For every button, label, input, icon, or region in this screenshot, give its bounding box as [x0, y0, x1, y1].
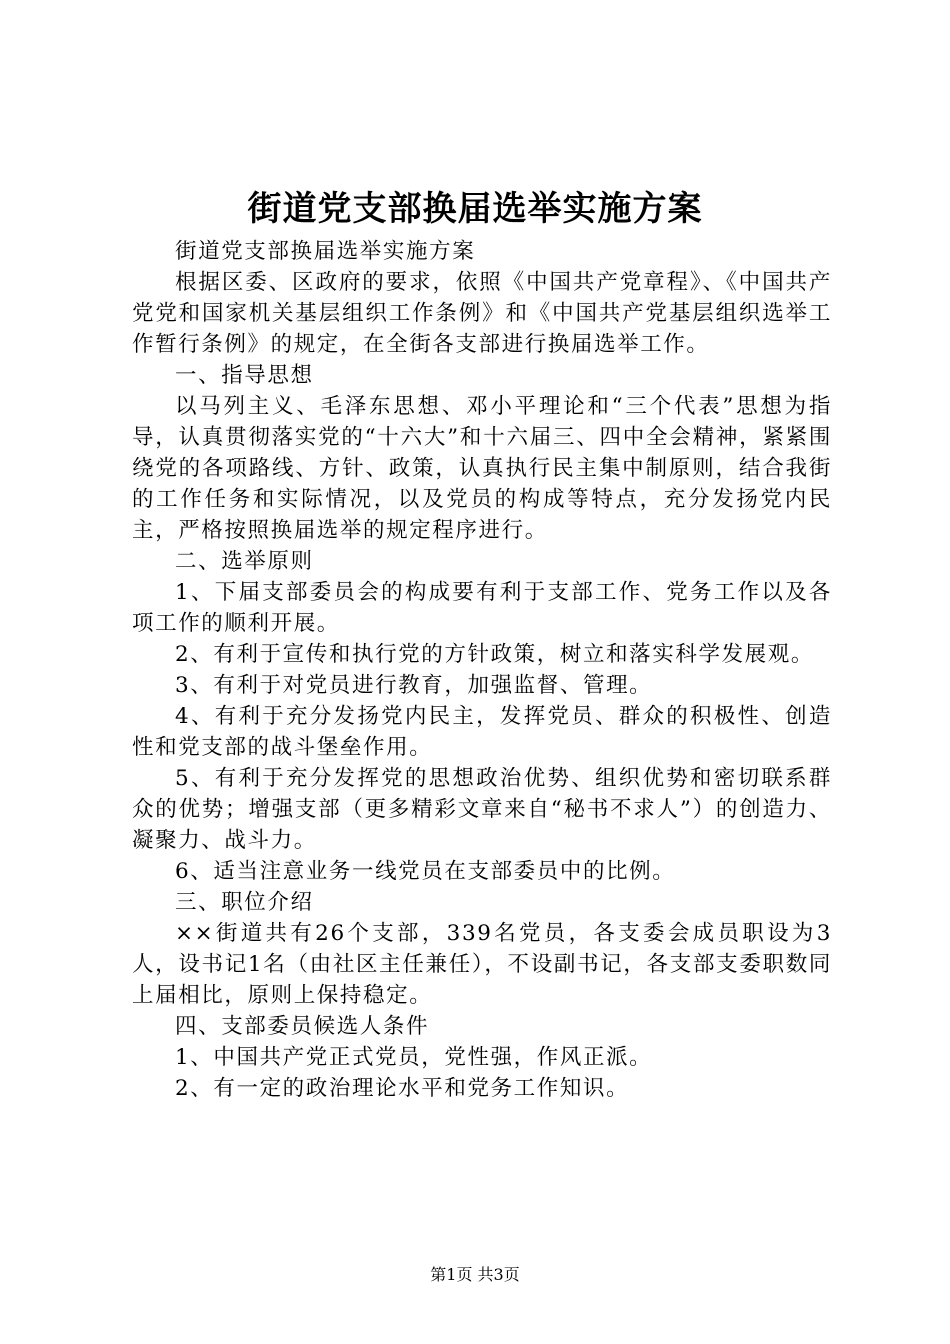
- paragraph-intro: 根据区委、区政府的要求，依照《中国共产党章程》、《中国共产党党和国家机关基层组织工作条例》和《中国共产党基层组织选举工作暂行条例》的规定，在全街各支部进行换届选举工作。: [132, 270, 832, 357]
- section-heading-guiding-thought: 一、指导思想: [175, 363, 314, 388]
- paragraph-positions: ××街道共有26个支部，339名党员，各支委会成员职设为3人，设书记1名（由社区主任兼任），不设副书记，各支部支委职数同上届相比，原则上保持稳定。: [132, 921, 832, 1008]
- paragraph-principle-3: 3、有利于对党员进行教育，加强监督、管理。: [175, 673, 653, 698]
- paragraph-guiding-thought: 以马列主义、毛泽东思想、邓小平理论和“三个代表”思想为指导，认真贯彻落实党的“十六大”和十六届三、四中全会精神，紧紧围绕党的各项路线、方针、政策，认真执行民主集中制原则，结合我街的工作任务和实际情况，以及党员的构成等特点，充分发扬党内民主，严格按照换届选举的规定程序进行。: [132, 394, 832, 543]
- section-heading-positions: 三、职位介绍: [175, 890, 314, 915]
- section-heading-candidate-conditions: 四、支部委员候选人条件: [175, 1014, 430, 1039]
- paragraph-condition-1: 1、中国共产党正式党员，党性强，作风正派。: [175, 1045, 653, 1070]
- paragraph-condition-2: 2、有一定的政治理论水平和党务工作知识。: [175, 1076, 630, 1101]
- paragraph-principle-6: 6、适当注意业务一线党员在支部委员中的比例。: [175, 859, 676, 884]
- document-body: [132, 236, 832, 1104]
- paragraph-subtitle: 街道党支部换届选举实施方案: [175, 239, 476, 264]
- paragraph-principle-1: 1、下届支部委员会的构成要有利于支部工作、党务工作以及各项工作的顺利开展。: [132, 580, 832, 636]
- paragraph-principle-4: 4、有利于充分发扬党内民主，发挥党员、群众的积极性、创造性和党支部的战斗堡垒作用。: [132, 704, 832, 760]
- page-footer: 第1页 共3页: [430, 1265, 520, 1284]
- document-title: 街道党支部换届选举实施方案: [247, 189, 703, 229]
- paragraph-principle-2: 2、有利于宣传和执行党的方针政策，树立和落实科学发展观。: [175, 642, 814, 667]
- paragraph-principle-5: 5、有利于充分发挥党的思想政治优势、组织优势和密切联系群众的优势；增强支部（更多精彩文章来自“秘书不求人”）的创造力、凝聚力、战斗力。: [132, 766, 832, 853]
- section-heading-election-principles: 二、选举原则: [175, 549, 314, 574]
